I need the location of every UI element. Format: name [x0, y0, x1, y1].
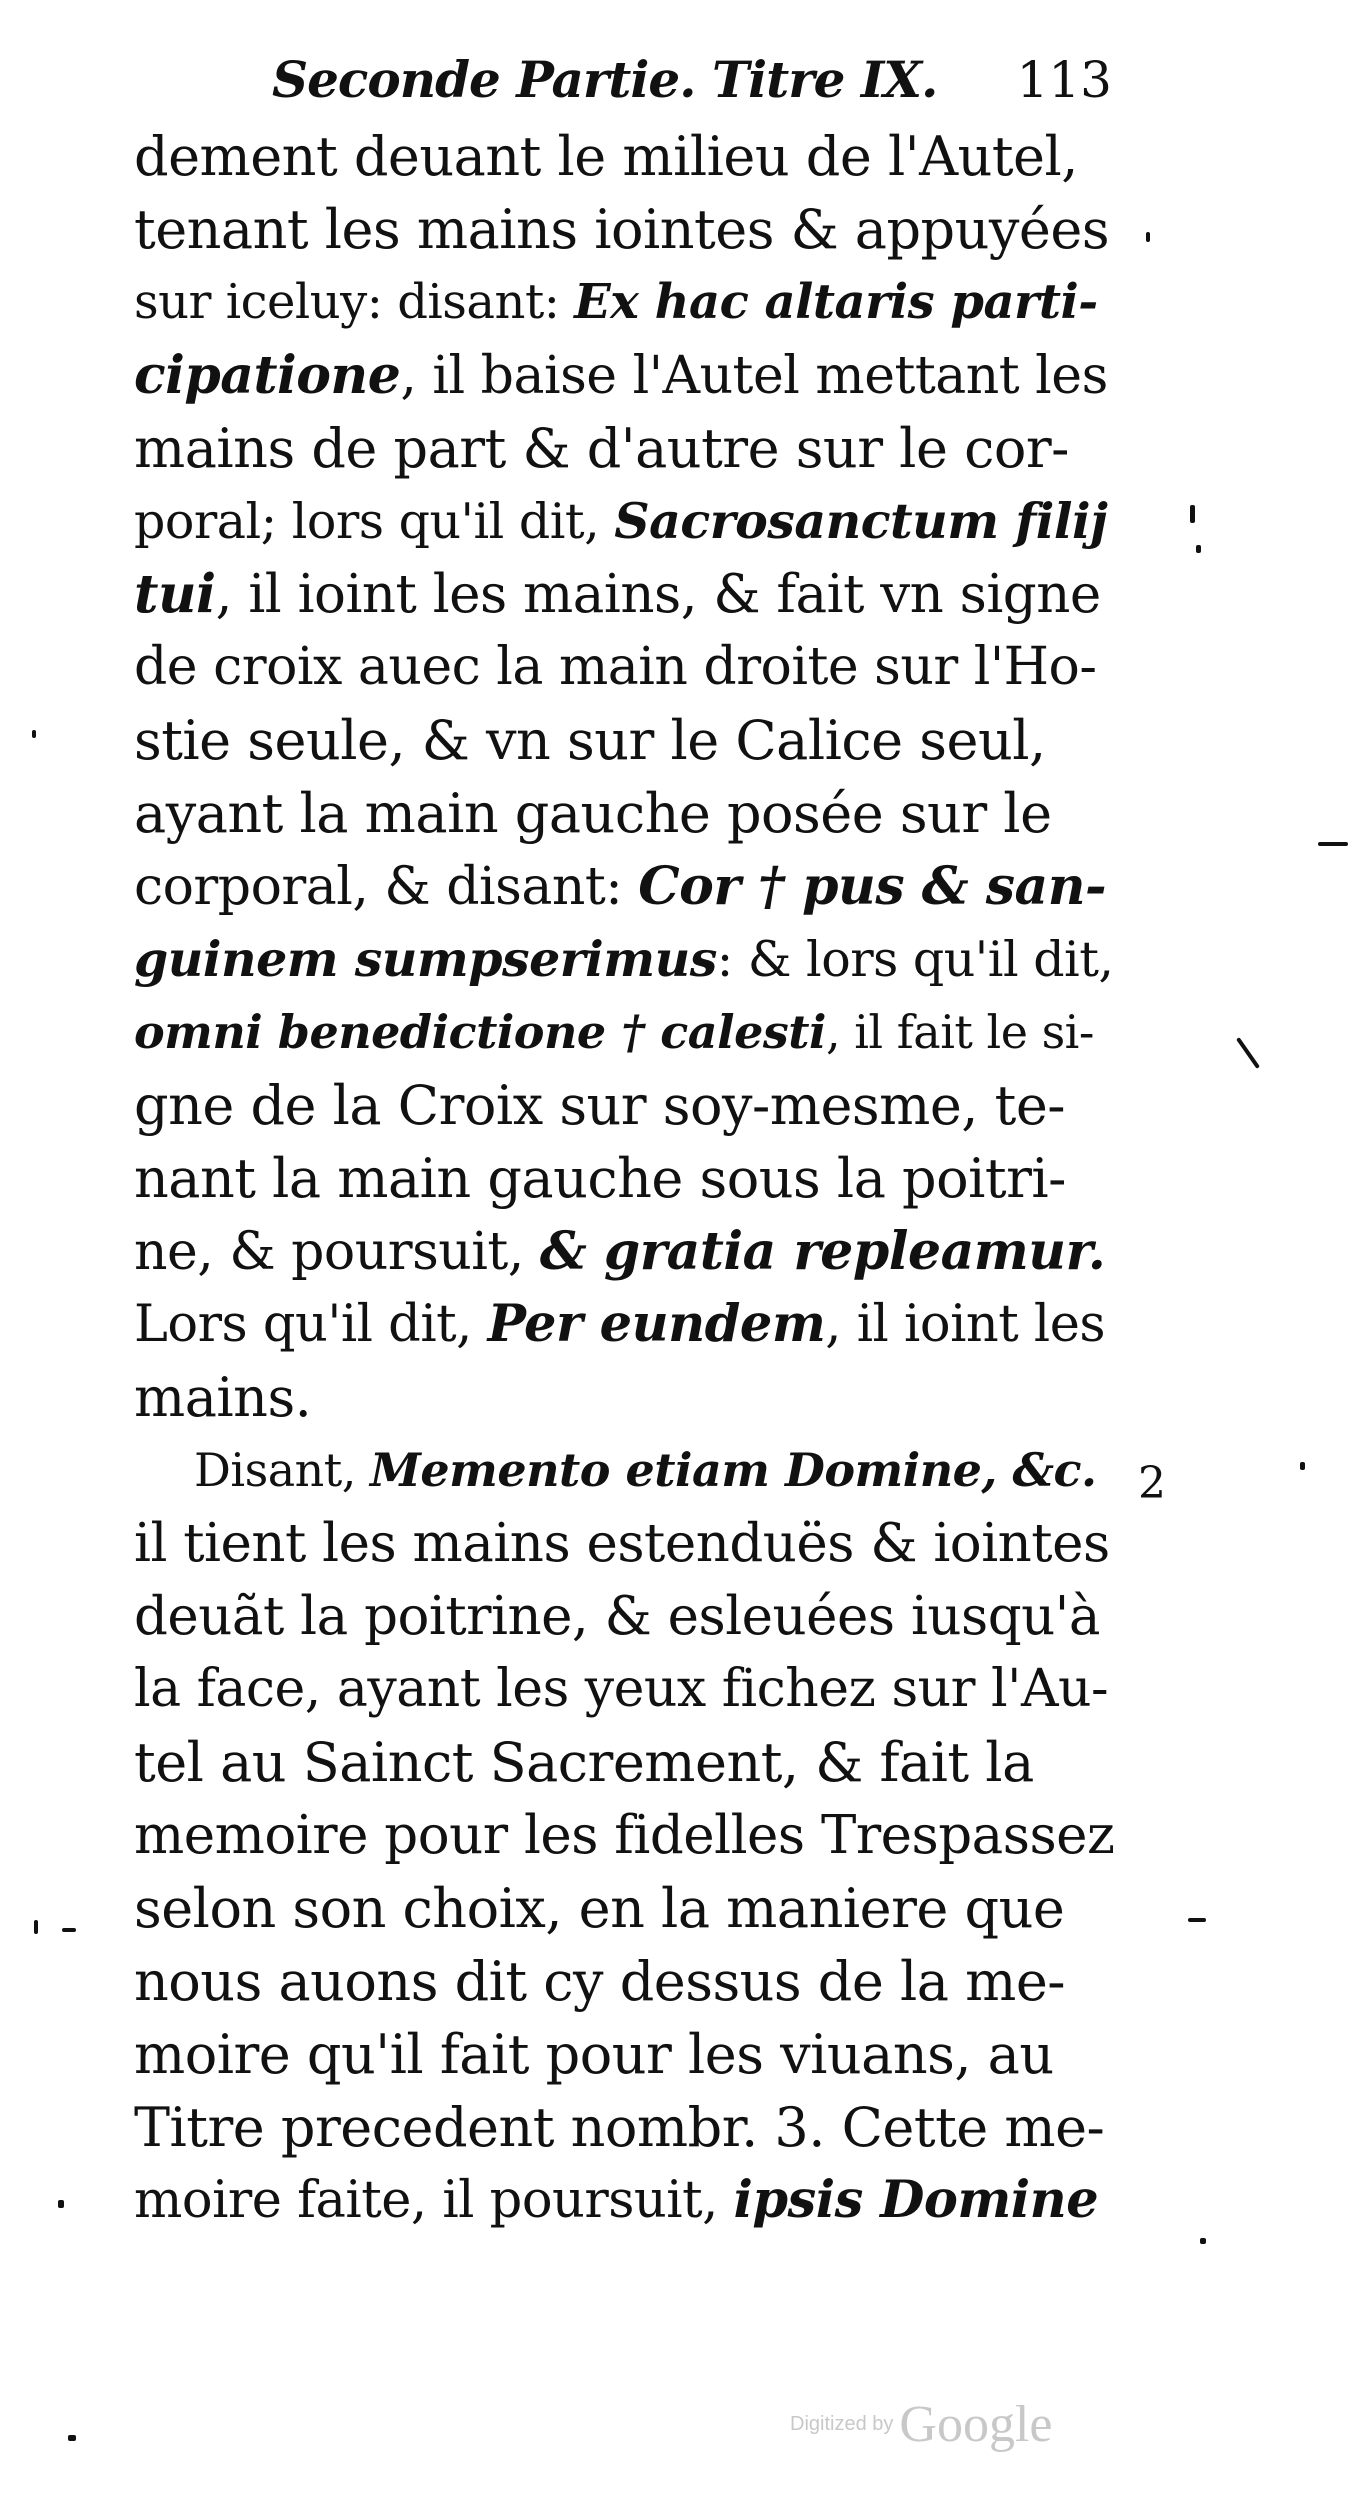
text-line — [134, 412, 1114, 485]
text-run: de croix auec la main droite sur l'Ho- — [134, 637, 1097, 697]
italic-latin-phrase: omni benedictione † calesti — [134, 1005, 826, 1059]
text-line — [134, 1872, 1114, 1945]
text-run: nant la main gauche sous la poitri- — [134, 1147, 1066, 1210]
text-line — [134, 1580, 1114, 1653]
text-run: poral; lors qu'il dit, — [134, 493, 615, 550]
text-line — [134, 777, 1114, 850]
text-run: moire faite, il poursuit, — [134, 2171, 734, 2230]
italic-latin-phrase: Memento etiam Domine, &c. — [369, 1443, 1097, 1497]
text-run: sur iceluy: disant: — [134, 274, 575, 330]
page-header — [272, 40, 1112, 120]
text-line — [134, 558, 1114, 631]
text-line — [134, 2091, 1114, 2164]
italic-latin-phrase: Sacrosanctum filij — [614, 492, 1108, 550]
text-run: memoire pour les fidelles Trespassez — [134, 1805, 1115, 1866]
scan-speck — [34, 1920, 38, 1934]
text-line — [134, 1653, 1114, 1726]
margin-paragraph-number: 2 — [1138, 1458, 1166, 1509]
text-run: nous auons dit cy dessus de la me- — [134, 1950, 1066, 2013]
text-run: mains de part & d'autre sur le cor- — [134, 417, 1069, 480]
text-line — [134, 2018, 1114, 2091]
text-run: mains. — [134, 1366, 312, 1429]
text-line — [134, 193, 1114, 266]
scan-speck — [1200, 2238, 1206, 2244]
text-line — [134, 1945, 1114, 2018]
text-line — [134, 1215, 1114, 1288]
text-line — [134, 923, 1114, 996]
watermark-caption: Digitized by — [790, 2413, 894, 2435]
scan-speck — [62, 1928, 76, 1932]
text-line — [134, 631, 1114, 704]
digitization-watermark — [790, 2395, 1090, 2465]
italic-latin-phrase: Ex hac altaris parti- — [574, 274, 1098, 330]
text-line — [134, 1434, 1114, 1507]
text-run: Lors qu'il dit, — [134, 1295, 488, 1354]
text-run: corporal, & disant: — [134, 857, 639, 917]
text-line — [134, 1361, 1114, 1434]
scan-speck — [1318, 842, 1348, 846]
page-number: 113 — [1016, 51, 1112, 109]
scan-speck — [32, 730, 36, 738]
scan-speck — [1146, 232, 1150, 242]
text-run: : & lors qu'il dit, — [716, 931, 1114, 988]
text-run: Titre precedent nombr. 3. Cette me- — [134, 2096, 1105, 2159]
text-run: moire qu'il fait pour les viuans, au — [134, 2023, 1054, 2086]
scan-speck — [1300, 1462, 1305, 1470]
text-run: il tient les mains estenduës & iointes — [134, 1513, 1110, 1574]
text-run: stie seule, & vn sur le Calice seul, — [134, 709, 1046, 772]
text-line — [134, 1799, 1114, 1872]
text-line — [134, 1726, 1114, 1799]
italic-latin-phrase: Per eundem — [487, 1294, 826, 1354]
text-run: ayant la main gauche posée sur le — [134, 782, 1052, 845]
text-line — [134, 485, 1114, 558]
google-logo-text: Google — [899, 2396, 1053, 2453]
text-run: , il ioint les mains, & fait vn signe — [215, 564, 1101, 625]
italic-latin-phrase: tui — [134, 563, 216, 625]
scan-speck — [1190, 505, 1195, 523]
italic-latin-phrase: ipsis Domine — [733, 2170, 1099, 2230]
text-run: tel au Sainct Sacrement, & fait la — [134, 1731, 1034, 1794]
text-line — [134, 704, 1114, 777]
scan-speck — [1196, 545, 1201, 553]
italic-latin-phrase: guinem sumpserimus — [134, 930, 717, 988]
text-line — [134, 996, 1114, 1069]
italic-latin-phrase: Cor † pus & san- — [638, 856, 1107, 917]
text-line — [134, 339, 1114, 412]
text-run: , il baise l'Autel mettant les — [400, 346, 1108, 406]
scan-speck — [68, 2435, 76, 2441]
body-text — [134, 120, 1114, 2237]
text-run: Disant, — [194, 1443, 370, 1497]
text-run: , il ioint les — [825, 1295, 1106, 1354]
scan-speck — [1188, 1918, 1206, 1922]
text-line — [134, 1142, 1114, 1215]
text-line — [134, 1288, 1114, 1361]
text-line — [134, 266, 1114, 339]
text-line — [134, 2164, 1114, 2237]
scan-speck — [1236, 1037, 1260, 1069]
text-line — [134, 850, 1114, 923]
scan-speck — [58, 2200, 64, 2208]
italic-latin-phrase: & gratia repleamur. — [539, 1221, 1106, 1282]
italic-latin-phrase: cipatione — [134, 345, 401, 406]
text-run: la face, ayant les yeux fichez sur l'Au- — [134, 1659, 1109, 1719]
text-run: gne de la Croix sur soy-mesme, te- — [134, 1074, 1066, 1137]
text-run: tenant les mains iointes & appuyées — [134, 198, 1110, 261]
text-run: deuãt la poitrine, & esleuées iusqu'à — [134, 1586, 1100, 1647]
text-run: selon son choix, en la maniere que — [134, 1877, 1065, 1940]
text-run: , il fait le si- — [825, 1005, 1094, 1059]
text-run: dement deuant le milieu de l'Autel, — [134, 125, 1078, 188]
text-run: ne, & poursuit, — [134, 1222, 540, 1282]
text-line — [134, 1507, 1114, 1580]
text-line — [134, 120, 1114, 193]
text-line — [134, 1069, 1114, 1142]
running-title: Seconde Partie. Titre IX. — [272, 50, 938, 109]
